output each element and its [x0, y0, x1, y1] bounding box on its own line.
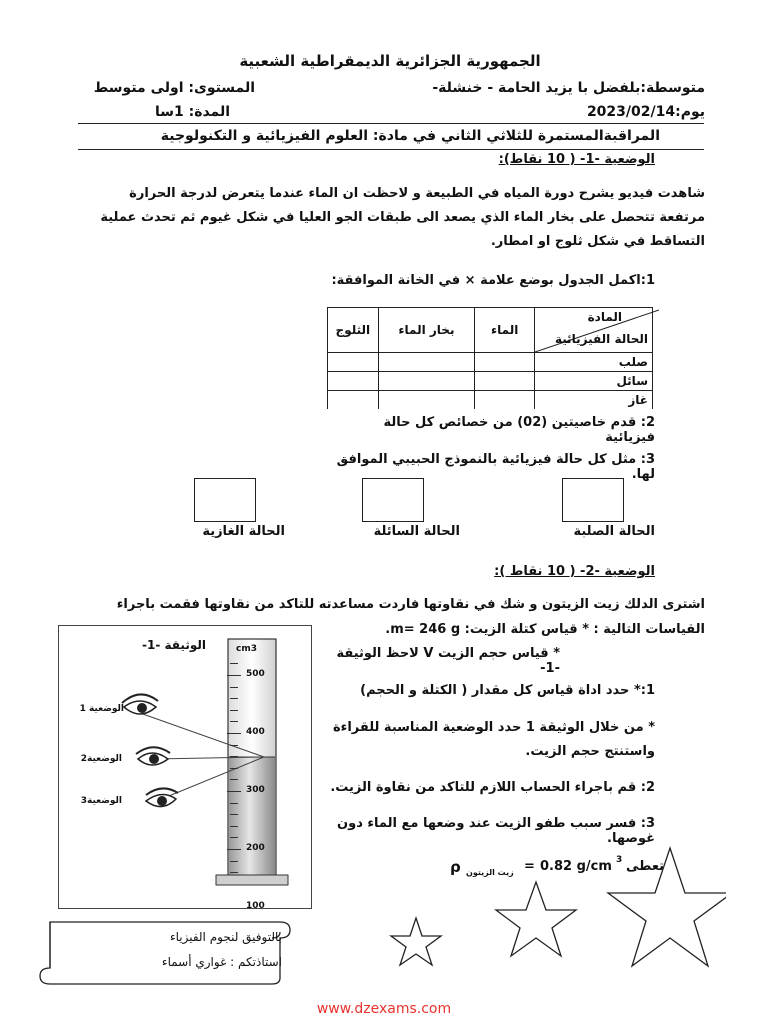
scale-tick [230, 710, 238, 711]
table-row [328, 353, 653, 372]
document1-title: الوثيقة -1- [142, 638, 206, 652]
situation2-question1: 1:* حدد اداة قياس كل مقدار ( الكتلة و الحجم) [360, 683, 655, 698]
col-water-vapor: بخار الماء [378, 308, 474, 353]
density-exponent: 3 [616, 855, 623, 865]
table-header-row [328, 308, 653, 353]
situation2-title: الوضعية -2- ( 10 نقاط ): [494, 564, 655, 579]
table-row [328, 372, 653, 391]
rho-symbol: ρ [450, 858, 461, 876]
states-table [327, 307, 653, 409]
header-divider-top [78, 123, 704, 124]
gas-state-label: الحالة الغازية [202, 524, 285, 539]
cell-liquid-vapor[interactable] [378, 372, 474, 391]
scale-label: 300 [246, 785, 265, 795]
row-solid-label: صلب [535, 353, 653, 372]
row-gas-label: غاز [535, 391, 653, 410]
scale-tick [230, 756, 238, 757]
stars-decoration [386, 840, 726, 970]
scale-tick [230, 721, 238, 722]
scale-tick [227, 733, 241, 734]
star-icon [391, 918, 441, 965]
exam-date: يوم:2023/02/14 [586, 104, 705, 120]
table-row [328, 391, 653, 410]
scale-tick [230, 826, 238, 827]
scale-tick [230, 745, 238, 746]
table-corner-cell [535, 308, 653, 353]
duration-label: المدة: 1سا [154, 104, 230, 120]
situation1-title: الوضعية -1- ( 10 نقاط): [498, 152, 655, 167]
situation2-question3: 3: فسر سبب طفو الزيت عند وضعها مع الماء دون غوصها. [337, 816, 655, 846]
scale-tick [230, 814, 238, 815]
eye-position-1-label: الوضعية 1 [79, 704, 124, 714]
eye-icon [122, 694, 158, 714]
scroll-line2: استاذتكم : غواري أسماء [161, 955, 282, 969]
cylinder-drawing [58, 625, 310, 907]
cell-solid-water[interactable] [475, 353, 535, 372]
equals-sign: = [524, 859, 535, 874]
scale-tick [230, 663, 238, 664]
liquid-model-box[interactable] [362, 478, 424, 522]
scale-tick [227, 849, 241, 850]
star-icon [608, 848, 726, 966]
scale-tick [230, 803, 238, 804]
cell-liquid-water[interactable] [475, 372, 535, 391]
liquid-state-label: الحالة السائلة [373, 524, 460, 539]
situation1-question1: 1:اكمل الجدول بوضع علامة × في الخانة الموافقة: [331, 273, 655, 288]
cell-gas-water[interactable] [475, 391, 535, 410]
situation2-question1b-line1: * من خلال الوثيقة 1 حدد الوضعية المناسبة للقراءة [333, 720, 655, 735]
cell-gas-snow[interactable] [328, 391, 379, 410]
corner-state-label: الحالة الفيزيائية [554, 332, 648, 346]
cell-solid-snow[interactable] [328, 353, 379, 372]
situation2-paragraph-line2: القياسات التالية : * قياس كتلة الزيت: m= 246 g. [385, 622, 705, 637]
col-snow: الثلوج [328, 308, 379, 353]
cylinder-unit: cm3 [236, 644, 257, 654]
scale-tick [230, 872, 238, 873]
eye-position-3-label: الوضعية3 [80, 796, 122, 806]
solid-state-label: الحالة الصلبة [573, 524, 655, 539]
situation1-paragraph-line1: شاهدت فيديو يشرح دورة المياه في الطبيعة و لاحظت ان الماء عندما يتعرض لدرجة الحرارة [129, 186, 705, 201]
scale-tick [230, 779, 238, 780]
footer-site[interactable]: www.dzexams.com [316, 1001, 452, 1017]
scroll-line1: بالتوفيق لنجوم الفيزياء [169, 930, 282, 944]
level-label: المستوى: اولى متوسط [93, 80, 255, 96]
rho-subscript: زيت الزيتون [466, 868, 514, 877]
scale-label: 500 [246, 669, 265, 679]
cylinder-base [216, 875, 288, 885]
scale-tick [230, 687, 238, 688]
situation2-paragraph-line3: * قياس حجم الزيت V لاحظ الوثيقة -1- [336, 646, 560, 676]
situation1-paragraph-line3: التساقط في شكل ثلوج او امطار. [490, 234, 705, 249]
gas-model-box[interactable] [194, 478, 256, 522]
situation2-paragraph-line1: اشترى الدلك زيت الزيتون و شك في نقاوتها فاردت مساعدته للتاكد من نقاوتها فقمت باجراء [116, 597, 705, 612]
scale-label: 400 [246, 727, 265, 737]
header-divider-bottom [78, 149, 704, 150]
scale-tick [227, 675, 241, 676]
scale-label: 100 [246, 901, 265, 911]
situation2-question2: 2: قم باجراء الحساب اللازم للتاكد من نقاوة الزيت. [330, 780, 655, 795]
exam-title: المراقبةالمستمرة للثلاثي الثاني في مادة: العلوم الفيزيائية و التكنولوجية [160, 128, 660, 144]
cell-solid-vapor[interactable] [378, 353, 474, 372]
school-name: متوسطة:بلفضل با يزيد الحامة - خنشلة- [432, 80, 705, 96]
eye-position-2-label: الوضعية2 [80, 754, 122, 764]
cell-gas-vapor[interactable] [378, 391, 474, 410]
density-value: 0.82 g/cm [540, 859, 612, 874]
row-liquid-label: سائل [535, 372, 653, 391]
situation2-question1b-line2: واستنتج حجم الزيت. [525, 744, 655, 759]
situation1-paragraph-line2: مرتفعة تتحصل على بخار الماء الذي يصعد الى طبقات الجو العليا في شكل غيوم ثم تحدث عملية [100, 210, 705, 225]
situation1-question2: 2: قدم خاصيتين (02) من خصائص كل حالة فيزيائية [383, 415, 655, 445]
scroll-banner [36, 912, 296, 988]
republic-heading: الجمهورية الجزائرية الديمقراطية الشعبية [239, 52, 541, 70]
col-water: الماء [475, 308, 535, 353]
eye-icon [136, 747, 170, 765]
scale-tick [230, 837, 238, 838]
situation1-question3: 3: مثل كل حالة فيزيائية بالنموذج الحبيبي الموافق لها. [336, 452, 655, 482]
scale-label: 200 [246, 843, 265, 853]
cell-liquid-snow[interactable] [328, 372, 379, 391]
corner-material-label: المادة [587, 310, 622, 324]
scale-tick [227, 791, 241, 792]
given-label: تعطى [626, 859, 665, 874]
oil-column [229, 757, 275, 875]
scale-tick [230, 861, 238, 862]
scale-tick [230, 768, 238, 769]
solid-model-box[interactable] [562, 478, 624, 522]
scale-tick [230, 698, 238, 699]
star-icon [496, 882, 576, 956]
eye-icon [146, 788, 178, 806]
